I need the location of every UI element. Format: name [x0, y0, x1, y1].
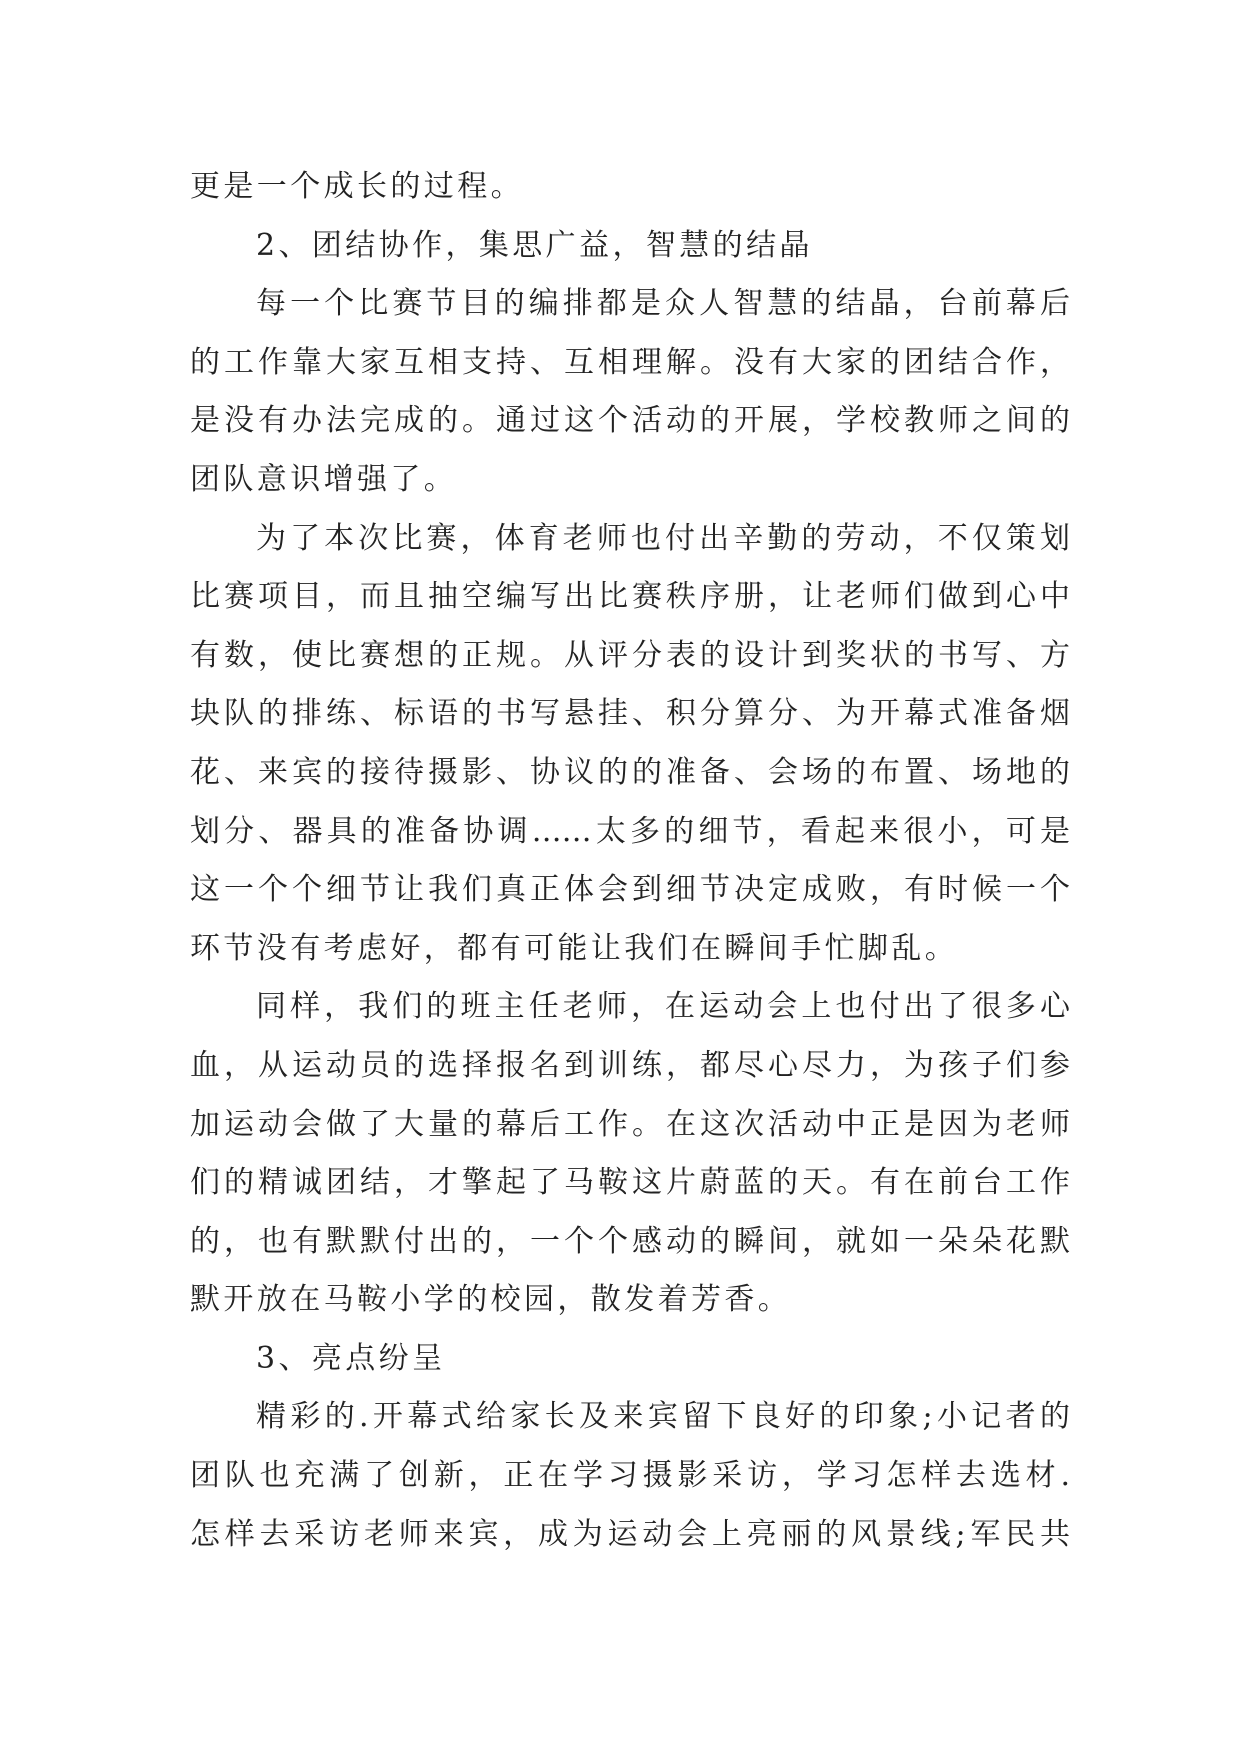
text-line: 花、来宾的接待摄影、协议的的准备、会场的布置、场地的 — [190, 754, 1070, 790]
text-line: 精彩的.开幕式给家长及来宾留下良好的印象;小记者的 — [256, 1399, 1070, 1435]
section-heading: 2、团结协作，集思广益，智慧的结晶 — [256, 227, 813, 263]
text-line: 比赛项目，而且抽空编写出比赛秩序册，让老师们做到心中 — [190, 579, 1070, 615]
text-line: 是没有办法完成的。通过这个活动的开展，学校教师之间的 — [190, 403, 1070, 439]
text-line: 更是一个成长的过程。 — [190, 169, 524, 204]
document-body — [190, 158, 1070, 1564]
text-line: 每一个比赛节目的编排都是众人智慧的结晶，台前幕后 — [256, 286, 1070, 322]
text-line: 的工作靠大家互相支持、互相理解。没有大家的团结合作， — [190, 344, 1070, 380]
text-line: 团队意识增强了。 — [190, 461, 458, 497]
text-line: 有数，使比赛想的正规。从评分表的设计到奖状的书写、方 — [190, 637, 1070, 673]
text-line: 块队的排练、标语的书写悬挂、积分算分、为开幕式准备烟 — [190, 696, 1070, 732]
text-line: 环节没有考虑好，都有可能让我们在瞬间手忙脚乱。 — [190, 930, 959, 966]
text-line: 默开放在马鞍小学的校园，散发着芳香。 — [190, 1282, 792, 1318]
text-line: 划分、器具的准备协调……太多的细节，看起来很小，可是 — [190, 813, 1070, 849]
text-line: 血，从运动员的选择报名到训练，都尽心尽力，为孩子们参 — [190, 1047, 1070, 1083]
section-heading: 3、亮点纷呈 — [256, 1340, 446, 1376]
text-line: 为了本次比赛，体育老师也付出辛勤的劳动，不仅策划 — [256, 520, 1070, 556]
text-line: 的，也有默默付出的，一个个感动的瞬间，就如一朵朵花默 — [190, 1223, 1070, 1259]
text-line: 加运动会做了大量的幕后工作。在这次活动中正是因为老师 — [190, 1106, 1070, 1142]
text-line: 这一个个细节让我们真正体会到细节决定成败，有时候一个 — [190, 872, 1070, 908]
text-line: 们的精诚团结，才擎起了马鞍这片蔚蓝的天。有在前台工作 — [190, 1165, 1070, 1201]
text-line: 同样，我们的班主任老师，在运动会上也付出了很多心 — [256, 989, 1070, 1025]
text-line: 怎样去采访老师来宾，成为运动会上亮丽的风景线;军民共 — [190, 1516, 1070, 1552]
text-line: 团队也充满了创新，正在学习摄影采访，学习怎样去选材. — [190, 1458, 1070, 1494]
